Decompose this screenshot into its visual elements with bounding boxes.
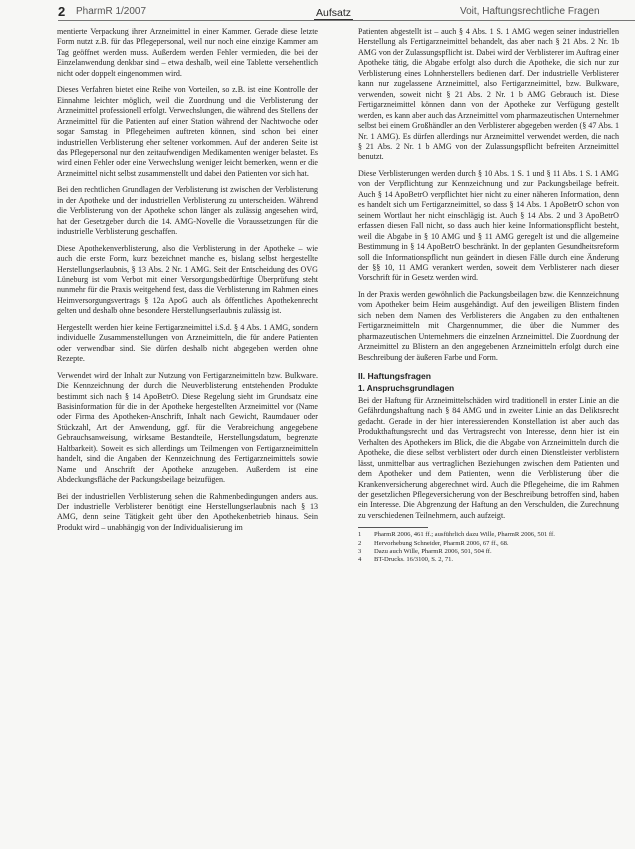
footnote-rule [358,527,428,528]
paragraph: Patienten abgestellt ist – auch § 4 Abs. 1 S. 1 AMG wegen seiner industriellen Herstellung als Fertigarzneimittel behandelt, das aber nach § 21 Abs. 2 Nr. 1b AMG von der Zulassungspflicht ist. Dabei wird der Verblisterer im Auftrag einer Apotheke tätig, die Abgabe erfolgt also durch die Apotheke, die sich nur zur Verblisterung eines Lohnherstellers bedienen darf. Der industrielle Verblisterer kann nur zugelassene Arzneimittel, also Fertigarzneimittel, bzw. Bulkware, verwenden, soweit nicht § 21 Abs. 2 Nr. 1 b AMG Gebrauch ist. Diese Fertigarzneimittel können dann von der Apotheke zur Verfügung gestellt werden, es kann aber auch das Arzneimittel vom pharmazeutischen Unternehmer selbst bei einem Großhändler an den Verblisterer abgegeben werden (§ 47 Abs. 1 Nr. 1 AMG). Es dürfen allerdings nur Arzneimittel verwendet werden, die nach § 21 Abs. 2 Nr. 1 b AMG von der Zulassungspflicht befreiten Arzneimittel benutzt. [358,27,619,162]
section-heading: II. Haftungsfragen [358,371,432,382]
paragraph: In der Praxis werden gewöhnlich die Packungsbeilagen bzw. die Kennzeichnung vom Apotheker beim Heim ausgehändigt. Auf den jeweiligen Blistern finden sich neben dem Namen des Verblisterers die Angaben zu den enthaltenen Fertigarzneimitteln mit Chargennummer, die über die Nummer des pharmazeutischen Unternehmers die einzelnen Arzneimittel. Die Zuordnung der Arzneimittel zu Blistern an den angegebenen Arzneimitteln erfolgt durch eine Beschreibung der äußeren Farbe und Form. [358,289,619,362]
paragraph: Bei der Haftung für Arzneimittelschäden wird traditionell in erster Linie an die Gefährdungshaftung nach § 84 AMG und in zweiter Linie an das Deliktsrecht gedacht. Gerade in der hier interessierenden Konstellation ist aber auch das Produkthaftungsrecht und das Vertragsrecht von Interesse, denn hier ist ein Verhalten des Apothekers im Blick, die die Abgabe von Arzneimitteln durch die Apotheke, die diese selbst verblistert oder durch einen Dienstleister verblistern lässt, unmittelbar aus vertraglichen Beziehungen zwischen dem Patienten und dem Apotheker und dem Patienten, wenn die Verblisterung über die Krankenversicherung abgerechnet wird. Auch die Pflegeheime, die im Rahmen der gesetzlichen Pflegeversicherung von der Beschreibung betroffen sind, haben ein Interesse. Die Abgrenzung der Haftung an den Verschulden, die Zurechnung zu verschiedenen Teilnehmern, auch aufzeigt. [358,395,619,520]
paragraph: Verwendet wird der Inhalt zur Nutzung von Fertigarzneimitteln bzw. Bulkware. Die Kennzeichnung der durch die Neuverblisterung entstehenden Produkte bestimmt sich nach § 14 ApoBetrO. Diese Regelung sieht im Grundsatz eine Basisinformation für die in der Apotheke hergestellten Arzneimittel vor (Name oder Firma des Apotheken-Anschrift, Inhalt nach Gewicht, Raumdauer oder Stückzahl, Art der Anwendung, ggf. für die Verabreichung angegebene Gebrauchsanweisung, wirksame Bestandteile, Herstellungsdatum, begrenzte Haltbarkeit). Soweit es sich allerdings um Teilmengen von Fertigarzneimitteln handelt, sind die Angaben der Kennzeichnung des Fertigarzneimittels sowie Name und Anschrift der Apotheke anzugeben. Außerdem ist eine Abdeckungsfläche der Packungsbeilage beizufügen. [57,370,318,485]
footnote-number: 3 [358,547,362,555]
left-column [57,27,318,539]
footnote-number: 1 [358,531,362,539]
right-column [358,27,619,565]
footnote [358,556,619,564]
subsection-heading: 1. Anspruchsgrundlagen [358,383,455,393]
header-rule [58,20,635,21]
paragraph: Hergestellt werden hier keine Fertigarzneimittel i.S.d. § 4 Abs. 1 AMG, sondern individuelle Zusammenstellungen von Arzneimitteln, die für andere Patienten oder verwendbar sind. Sie dürfen deshalb nicht abgegeben werden ohne Rezepte. [57,322,318,364]
footnote-number: 4 [358,556,362,564]
page-number: 2 [58,4,66,19]
section-label: Aufsatz [316,7,352,19]
running-title: Voit, Haftungsrechtliche Fragen [460,6,600,17]
footnote-text: Hervorhebung Schneider, PharmR 2006, 67 ff., 68. [374,539,509,547]
footnote [358,540,619,548]
footnote-text: BT-Drucks. 16/3100, S. 2, 71. [374,556,454,564]
paragraph: Diese Apothekenverblisterung, also die Verblisterung in der Apotheke – wie auch die erste Form, kurz bezeichnet manche es, bislang selbst hergestellte Herstellungserlaubnis, § 13 Abs. 2 Nr. 1 AMG. Seit der Entscheidung des OVG Lüneburg ist vom Verbot mit einer Versorgungsbedürftige Überprüfung steht nunmehr für die Praxis weitgehend fest, dass die Verblisterung im Rahmen eines Heimversorgungsvertrags § 12a ApoG auch als öffentliches Apothekenrecht gelten und deshalb ohne besondere Herstellungserlaubnis zulässig ist. [57,243,318,316]
footnote-number: 2 [358,539,362,547]
footnote [358,531,619,539]
paragraph: Dieses Verfahren bietet eine Reihe von Vorteilen, so z.B. ist eine Kontrolle der Einnahme leichter möglich, weil die Zuordnung und die Verblisterung der Arzneimittel professionell erfolgt. Verwechslungen, die während des Stellens der Arzneimittel für die Patienten auf einer Station während der Nachtwoche oder sogar Samstag in Pflegeheimen auftreten können, sind schon bei einer industriellen Verblisterung eher seltener vorkommen. Auf der anderen Seite ist das Pflegepersonal nur den zeitaufwendigen Medikamenten weniger belastet. Es wird einen Fehler oder eine Verwechslung weniger leicht bemerken, wenn er die Arzneimittel nicht selbst zusammenstellt und dabei den Patienten vor sich hat. [57,85,318,178]
footnote [358,548,619,556]
footnote-text: PharmR 2006, 461 ff.; ausführlich dazu Wille, PharmR 2006, 501 ff. [374,531,555,539]
journal-name: PharmR 1/2007 [76,6,147,17]
paragraph: Bei der industriellen Verblisterung sehen die Rahmenbedingungen anders aus. Der industrielle Verblisterer benötigt eine Herstellungserlaubnis nach § 13 AMG, denn seine Tätigkeit geht über den Apothekenbetrieb hinaus. Sein Produkt wird – unabhängig von der Individualisierung im [57,491,318,532]
paragraph: Bei den rechtlichen Grundlagen der Verblisterung ist zwischen der Verblisterung in der Apotheke und der industriellen Verblisterung zu unterscheiden. Während die Verblisterung von der Apotheke schon länger als zulässig angesehen wird, hat der Gesetzgeber durch die 14. AMG-Novelle die Voraussetzungen für die industrielle Verblisterung geschaffen. [57,185,318,237]
paragraph: Diese Verblisterungen werden durch § 10 Abs. 1 S. 1 und § 11 Abs. 1 S. 1 AMG von der Verpflichtung zur Kennzeichnung und zur Packungsbeilage befreit. Auch § 14 ApoBetrO verpflichtet hier nicht zu einer näheren Information, denn es handelt sich um Fertigarzneimittel, so dass § 14 Abs. 1 ApoBetrO schon von seinem Wortlaut her nicht einschlägig ist. Auch § 14 Abs. 2 und 3 ApoBetrO erfassen diesen Fall nicht, so dass auch hier keine Informationspflicht besteht, weil die Abgabe in § 10 AMG und § 11 AMG geregelt ist und die allgemeine Bestimmung in § 14 ApoBetrO beschränkt. In der geplanten Gesundheitsreform soll die Informationspflicht nun geändert in diesen Fälle durch eine Änderung der §§ 10, 11 AMG verankert werden, soweit dem Verblisterer nach dieser Vorschrift für in Gesetz werden wird. [358,168,619,283]
paragraph: mentierte Verpackung ihrer Arzneimittel in einer Kammer. Gerade diese letzte Form nutzt z.B. für das Pflegepersonal, weil nur noch eine einzige Kammer am Tag geöffnet werden muss. Außerdem werden Fehler vermieden, die bei der Einzelanwendung denkbar sind – etwa deshalb, weil eine Tablette versehentlich nicht oder doppelt eingenommen wird. [57,27,318,78]
footnote-text: Dazu auch Wille, PharmR 2006, 501, 504 ff. [374,547,492,555]
